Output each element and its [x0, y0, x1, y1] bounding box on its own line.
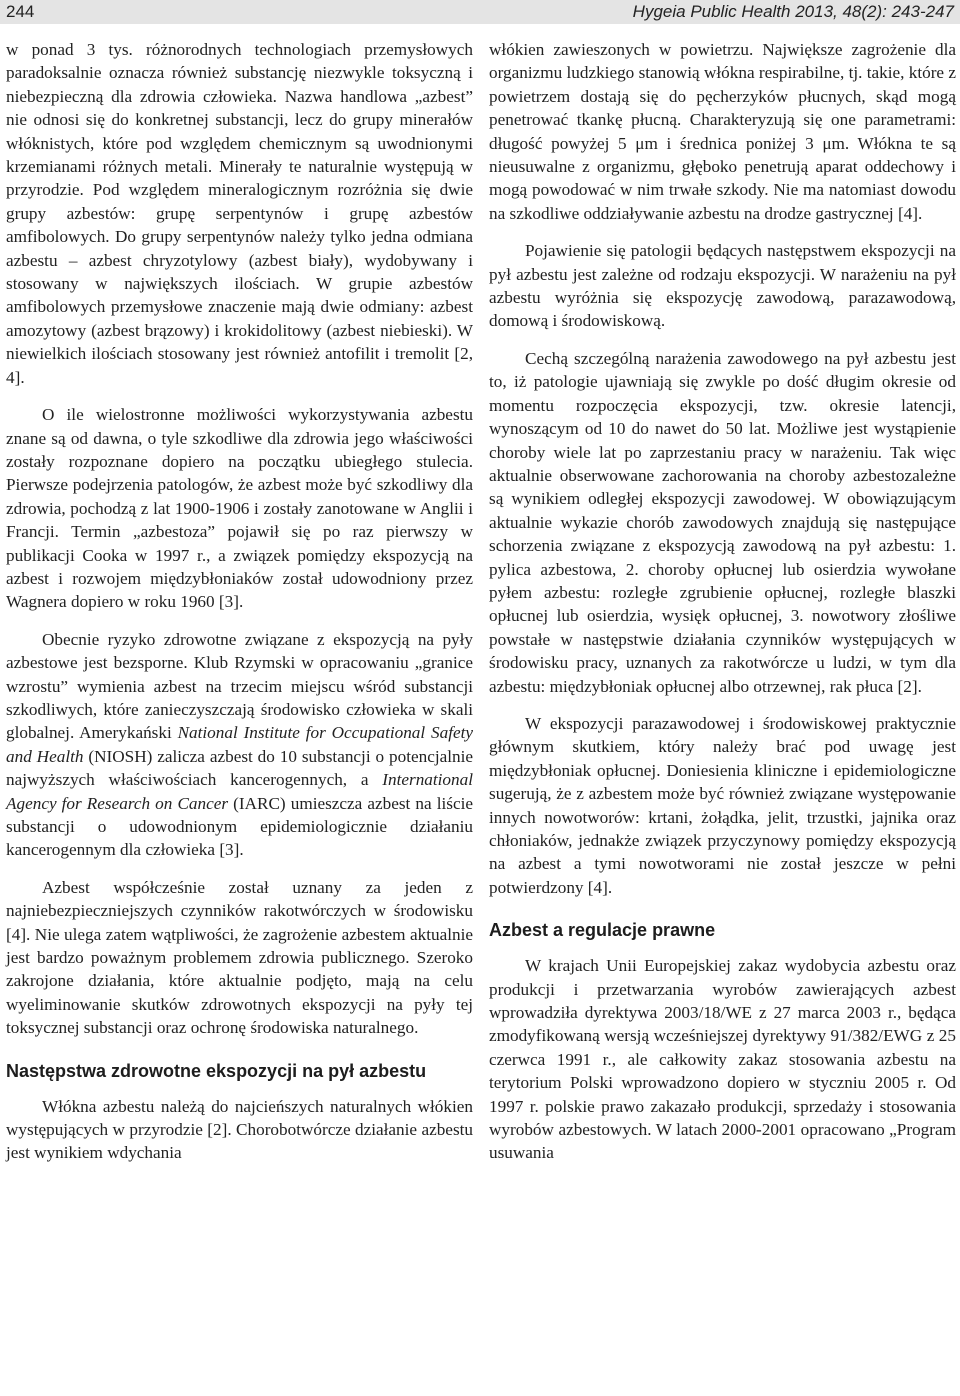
paragraph: włókien zawieszonych w powietrzu. Największe zagrożenie dla organizmu ludzkiego stanowią włókna respirabilne, tj. takie, które z powietrzem dostają się do pęcherzyków płucnych, skąd mogą penetrować tkankę płucną. Charakteryzują się one parametrami: długość powyżej 5 μm i średnica poniżej 3 μm. Włókna te są nieusuwalne z organizmu, głęboko penetrują aparat oddechowy i mogą powodować w nim trwałe szkody. Nie ma natomiast dowodu na szkodliwe oddziaływanie azbestu na drodze gastrycznej [4]. — [489, 40, 956, 223]
page-number: 244 — [6, 2, 35, 21]
institution-name-iarc: International Agency for Research on Cancer — [6, 770, 473, 813]
journal-citation: Hygeia Public Health 2013, 48(2): 243-247 — [632, 2, 954, 21]
paragraph: Włókna azbestu należą do najcieńszych naturalnych włókien występujących w przyrodzie [2]. Chorobotwórcze działanie azbestu jest wynikiem wdychania — [6, 1096, 473, 1163]
page-header — [0, 0, 960, 24]
section-heading: Azbest a regulacje prawne — [489, 920, 716, 941]
paragraph-text: (IARC) umieszcza azbest na liście substancji o udowodnionym epidemiologicznie działaniu kancerogennym dla człowieka [3]. — [6, 793, 473, 860]
paragraph: W krajach Unii Europejskiej zakaz wydobycia azbestu oraz produkcji i przetwarzania wyrobów zawierających azbest wprowadziła dyrektywa 2003/18/WE z 27 marca 2003 r., będąca zmodyfikowaną wersją wcześniejszej dyrektywy 91/382/EWG z 25 czerwca 1991 r., ale całkowity zakaz stosowania azbestu na terytorium Polski wprowadzono dopiero w styczniu 2005 r. Od 1997 r. polskie prawo zakazało produkcji, sprzedaży i stosowania wyrobów azbestowych. W latach 2000-2001 opracowano „Program usuwania — [489, 956, 956, 1163]
left-column — [6, 38, 473, 1179]
paragraph — [6, 628, 473, 862]
paragraph-text: (NIOSH) zalicza azbest do 10 substancji o potencjalnie najwyższych właściwościach kancerogennych, a — [6, 746, 473, 790]
right-column — [489, 38, 956, 1179]
paragraph: w ponad 3 tys. różnorodnych technologiach przemysłowych paradoksalnie oznacza również substancję niezwykle toksyczną i niebezpieczną dla zdrowia człowieka. Nazwa handlowa „azbest” nie odnosi się do konkretnej substancji, lecz do grupy minerałów włóknistych, które pod względem chemicznym są uwodnionymi krzemianami różnych metali. Minerały te naturalnie występują w przyrodzie. Pod względem mineralogicznym rozróżnia się dwie grupy azbestów: grupę serpentynów i grupę azbestów amfibolowych. Do grupy serpentynów należy tylko jedna odmiana azbestu – azbest chryzotylowy (azbest biały), wydobywany i stosowany w największych ilościach. W grupie azbestów amfibolowych przemysłowe znaczenie mają dwie odmiany: azbest amozytowy (azbest brązowy) i krokidolitowy (azbest niebieski). W niewielkich ilościach stosowany jest również antofilit i tremolit [2, 4]. — [6, 40, 473, 387]
paragraph: Pojawienie się patologii będących następstwem ekspozycji na pył azbestu jest zależne od rodzaju ekspozycji. W narażeniu na pył azbestu wyróżnia się ekspozycję zawodową, parazawodową, domową i środowiskową. — [489, 241, 956, 331]
paragraph: Azbest współcześnie został uznany za jeden z najniebezpieczniejszych czynników rakotwórczych w środowisku [4]. Nie ulega zatem wątpliwości, że zagrożenie azbestem aktualnie jest bardzo poważnym problemem zdrowia publicznego. Szeroko zakrojone działania, które aktualnie podjęto, mają na celu wyeliminowanie skutków zdrowotnych ekspozycji na pyły tej toksycznej substancji oraz ochronę środowiska naturalnego. — [6, 877, 473, 1038]
paragraph: O ile wielostronne możliwości wykorzystywania azbestu znane są od dawna, o tyle szkodliwe dla zdrowia jego właściwości zostały rozpoznane dopiero na początku ubiegłego stulecia. Pierwsze podejrzenia patologów, że azbest może być szkodliwy dla zdrowia, pochodzą z lat 1900-1906 i zostały zanotowane w Anglii i Francji. Termin „azbestoza” pojawił się po raz pierwszy w publikacji Cooka w 1997 r., a związek pomiędzy ekspozycją na azbest i rozwojem międzybłoniaków został udowodniony przez Wagnera dopiero w roku 1960 [3]. — [6, 405, 473, 612]
paragraph: W ekspozycji parazawodowej i środowiskowej praktycznie głównym skutkiem, który należy brać pod uwagę jest międzybłoniak opłucnej. Doniesienia kliniczne i epidemiologiczne sugerują, że z azbestem może być również związane występowanie innych nowotworów: krtani, żołądka, jelit, trzustki, jajnika oraz chłoniaków, jednakże związek przyczynowy pomiędzy ekspozycją na azbest a tymi nowotworami nie został jeszcze w pełni potwierdzony [4]. — [489, 713, 956, 897]
paragraph: Cechą szczególną narażenia zawodowego na pył azbestu jest to, iż patologie ujawniają się zwykle po dość długim okresie od momentu rozpoczęcia ekspozycji, tzw. okresie latencji, wynoszącym od 10 do nawet do 50 lat. Możliwe jest wystąpienie choroby wiele lat po zaprzestaniu pracy w narażeniu. Tak więc aktualnie obserwowane zachorowania na choroby azbestozależne są wynikiem odległej ekspozycji zawodowej. W obowiązującym aktualnie wykazie chorób zawodowych znajdują się następujące schorzenia związane z ekspozycją zawodową na pył azbestu: 1. pylica azbestowa, 2. choroby opłucnej lub osierdzia wywołane pyłem azbestu: rozległe zgrubienie opłucnej, rozległe blaszki opłucnej lub osierdzia, wysięk opłucnej, 3. nowotwory złośliwe powstałe w następstwie działania czynników występujących w środowisku pracy, uznanych za rakotwórcze u ludzi, w tym dla azbestu: międzybłoniak opłucnej albo otrzewnej, rak płuca [2]. — [489, 348, 956, 696]
institution-name-niosh: National Institute for Occupational Safety and Health — [6, 723, 473, 766]
section-heading: Następstwa zdrowotne ekspozycji na pył azbestu — [6, 1060, 427, 1081]
paragraph-text: Obecnie ryzyko zdrowotne związane z ekspozycją na pyły azbestowe jest bezsporne. Klub Rzymski w opracowaniu „granice wzrostu” wymienia azbest na trzecim miejscu wśród substancji szkodliwych, które zanieczyszczają środowisko człowieka w skali globalnej. Amerykański — [6, 629, 473, 743]
